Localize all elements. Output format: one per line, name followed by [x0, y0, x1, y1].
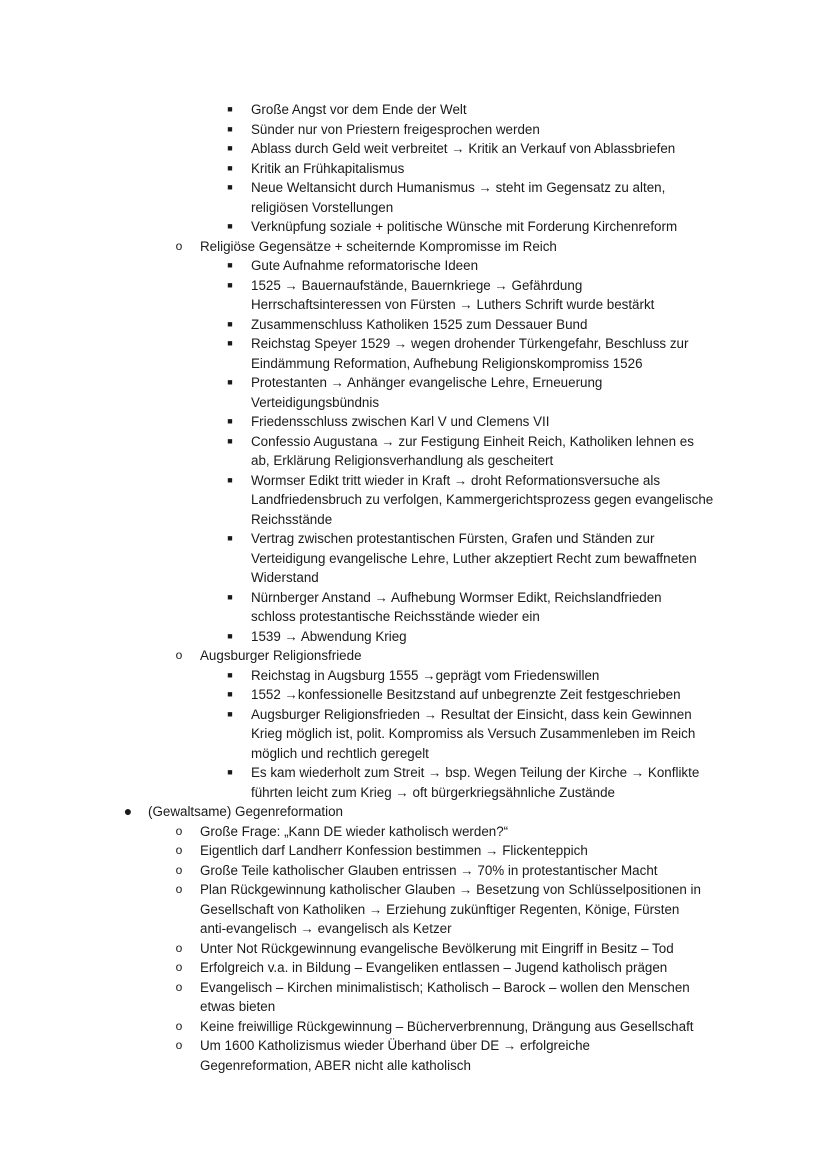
note-text-line: Keine freiwillige Rückgewinnung – Bücherverbrennung, Drängung aus Gesellschaft: [200, 1018, 694, 1034]
bullet-marker-icon: ■: [227, 767, 233, 777]
sub-item: [0, 880, 720, 939]
bullet-marker-icon: o: [175, 1018, 183, 1033]
note-text-line: Große Frage: „Kann DE wieder katholisch werden?“: [200, 823, 509, 839]
note-text-line: Erfolgreich v.a. in Bildung – Evangeliken entlassen – Jugend katholisch prägen: [200, 960, 668, 975]
sub-sub-item: [0, 685, 771, 705]
bullet-marker-icon: ■: [227, 416, 233, 426]
sub-sub-item: [0, 100, 771, 120]
bullet-marker-icon: ■: [227, 162, 233, 173]
note-text-line: Herrschaftsinteressen von Fürsten → Luthers Schrift wurde bestärkt: [251, 297, 655, 312]
bullet-marker-icon: o: [175, 238, 183, 253]
bullet-marker-icon: ■: [227, 377, 233, 387]
note-text-line: Verknüpfung soziale + politische Wünsche mit Forderung Kirchenreform: [251, 219, 678, 234]
note-text-line: Nürnberger Anstand → Aufhebung Wormser Edikt, Reichslandfrieden: [251, 589, 662, 605]
note-text-line: Verteidigung evangelische Lehre, Luther akzeptiert Recht zum bewaffneten: [251, 550, 697, 566]
notes-list: [0, 100, 828, 1075]
note-text-line: Vertrag zwischen protestantischen Fürsten, Grafen und Ständen zur: [251, 531, 655, 546]
sub-sub-item: [0, 120, 771, 140]
sub-sub-item: [0, 139, 771, 159]
bullet-marker-icon: ■: [227, 669, 233, 680]
sub-item: [0, 958, 720, 978]
bullet-marker-icon: ■: [227, 260, 233, 270]
note-text-line: Augsburger Religionsfriede: [200, 648, 362, 663]
bullet-marker-icon: o: [175, 843, 183, 857]
note-text-line: Landfriedensbruch zu verfolgen, Kammergerichtsprozess gegen evangelische: [251, 492, 714, 507]
sub-item: [0, 1017, 720, 1037]
note-text-line: Widerstand: [251, 570, 319, 585]
sub-sub-item: [0, 666, 771, 686]
sub-item: [0, 841, 720, 861]
sub-sub-item: [0, 529, 771, 588]
sub-sub-item: [0, 432, 771, 471]
sub-item: [0, 978, 720, 1017]
sub-item: [0, 646, 720, 666]
sub-sub-item: [0, 412, 771, 432]
bullet-marker-icon: ■: [227, 338, 233, 348]
note-text-line: Unter Not Rückgewinnung evangelische Bevölkerung mit Eingriff in Besitz – Tod: [200, 940, 674, 956]
bullet-marker-icon: o: [175, 823, 183, 838]
note-text-line: 1552 →konfessionelle Besitzstand auf unbegrenzte Zeit festgeschrieben: [251, 687, 681, 702]
bullet-marker-icon: ■: [227, 104, 233, 114]
bullet-marker-icon: ■: [227, 123, 233, 134]
note-text-line: Zusammenschluss Katholiken 1525 zum Dessauer Bund: [251, 316, 588, 332]
note-text-line: Neue Weltansicht durch Humanismus → steht im Gegensatz zu alten,: [251, 180, 666, 195]
bullet-marker-icon: ■: [227, 591, 233, 602]
sub-sub-item: [0, 705, 771, 764]
bullet-marker-icon: o: [175, 940, 183, 955]
note-text-line: etwas bieten: [200, 999, 276, 1014]
bullet-marker-icon: o: [175, 1038, 183, 1052]
note-text-line: Gegenreformation, ABER nicht alle katholisch: [200, 1057, 471, 1073]
note-text-line: Augsburger Religionsfrieden → Resultat der Einsicht, dass kein Gewinnen: [251, 706, 692, 722]
sub-item: [0, 822, 720, 842]
note-text-line: 1525 → Bauernaufstände, Bauernkriege → Gefährdung: [251, 277, 583, 293]
note-text-line: Um 1600 Katholizismus wieder Überhand über DE → erfolgreiche: [200, 1038, 591, 1053]
note-text-line: Wormser Edikt tritt wieder in Kraft → droht Reformationsversuche als: [251, 472, 661, 488]
bullet-marker-icon: ■: [227, 533, 233, 543]
note-text-line: Sünder nur von Priestern freigesprochen werden: [251, 121, 540, 137]
sub-sub-item: [0, 334, 771, 373]
note-text-line: Reichsstände: [251, 511, 333, 527]
sub-sub-item: [0, 471, 771, 530]
note-text-line: Reichstag in Augsburg 1555 →geprägt vom Friedenswillen: [251, 667, 600, 683]
note-text-line: Verteidigungsbündnis: [251, 394, 380, 410]
bullet-marker-icon: ■: [227, 630, 233, 641]
sub-sub-item: [0, 763, 771, 802]
top-margin: [0, 0, 828, 100]
note-text-line: Plan Rückgewinnung katholischer Glauben → Besetzung von Schlüsselpositionen in: [200, 882, 701, 897]
note-text-line: Evangelisch – Kirchen minimalistisch; Katholisch – Barock – wollen den Menschen: [200, 979, 690, 995]
note-text-line: 1539 → Abwendung Krieg: [251, 628, 407, 644]
note-text-line: Gute Aufnahme reformatorische Ideen: [251, 258, 479, 273]
sub-sub-item: [0, 178, 771, 217]
note-text-line: Friedensschluss zwischen Karl V und Clemens VII: [251, 414, 550, 429]
bullet-marker-icon: ■: [227, 221, 233, 231]
sub-sub-item: [0, 217, 771, 237]
bullet-marker-icon: o: [175, 979, 183, 994]
bullet-marker-icon: ■: [227, 182, 233, 192]
note-text-line: Es kam wiederholt zum Streit → bsp. Wegen Teilung der Kirche → Konflikte: [251, 765, 700, 780]
bullet-marker-icon: o: [175, 648, 183, 662]
sub-sub-item: [0, 276, 771, 315]
note-text-line: (Gewaltsame) Gegenreformation: [148, 804, 343, 819]
bullet-marker-icon: o: [175, 882, 183, 896]
note-text-line: führten leicht zum Krieg → oft bürgerkriegsähnliche Zustände: [251, 784, 615, 800]
bullet-marker-icon: ■: [227, 318, 233, 329]
sub-item: [0, 1036, 720, 1075]
note-text-line: Confessio Augustana → zur Festigung Einheit Reich, Katholiken lehnen es: [251, 433, 694, 449]
sub-sub-item: [0, 373, 771, 412]
bullet-marker-icon: ■: [227, 143, 233, 153]
note-text-line: religiösen Vorstellungen: [251, 199, 394, 215]
bullet-marker-icon: ■: [227, 279, 233, 290]
note-text-line: Krieg möglich ist, polit. Kompromiss als Versuch Zusammenleben im Reich: [251, 726, 696, 741]
bullet-marker-icon: ■: [227, 689, 233, 699]
sub-sub-item: [0, 627, 771, 647]
sub-sub-item: [0, 159, 771, 179]
sub-sub-item: [0, 256, 771, 276]
note-text-line: Große Teile katholischer Glauben entrissen → 70% in protestantischer Macht: [200, 862, 658, 878]
bullet-marker-icon: o: [175, 960, 183, 974]
sub-sub-item: [0, 588, 771, 627]
note-text-line: anti-evangelisch → evangelisch als Ketzer: [200, 921, 452, 936]
note-text-line: Eindämmung Reformation, Aufhebung Religionskompromiss 1526: [251, 355, 643, 371]
note-text-line: Große Angst vor dem Ende der Welt: [251, 102, 467, 117]
bullet-item: [0, 802, 668, 822]
note-text-line: Reichstag Speyer 1529 → wegen drohender Türkengefahr, Beschluss zur: [251, 336, 689, 351]
note-text-line: Ablass durch Geld weit verbreitet → Kritik an Verkauf von Ablassbriefen: [251, 141, 676, 156]
note-text-line: Eigentlich darf Landherr Konfession bestimmen → Flickenteppich: [200, 843, 588, 858]
bullet-marker-icon: ■: [227, 708, 233, 719]
sub-item: [0, 861, 720, 881]
note-text-line: Gesellschaft von Katholiken → Erziehung zukünftiger Regenten, Könige, Fürsten: [200, 901, 680, 917]
note-text-line: schloss protestantische Reichsstände wieder ein: [251, 609, 540, 624]
sub-item: [0, 237, 720, 257]
note-text-line: Protestanten → Anhänger evangelische Lehre, Erneuerung: [251, 375, 603, 390]
note-text-line: Religiöse Gegensätze + scheiternde Kompromisse im Reich: [200, 238, 557, 254]
bullet-marker-icon: ■: [227, 435, 233, 446]
bullet-marker-icon: ●: [123, 803, 133, 819]
bullet-marker-icon: o: [175, 862, 183, 877]
sub-sub-item: [0, 315, 771, 335]
note-text-line: ab, Erklärung Religionsverhandlung als gescheitert: [251, 453, 554, 468]
sub-item: [0, 939, 720, 959]
note-text-line: möglich und rechtlich geregelt: [251, 745, 429, 761]
bullet-marker-icon: ■: [227, 474, 233, 485]
note-text-line: Kritik an Frühkapitalismus: [251, 160, 405, 176]
